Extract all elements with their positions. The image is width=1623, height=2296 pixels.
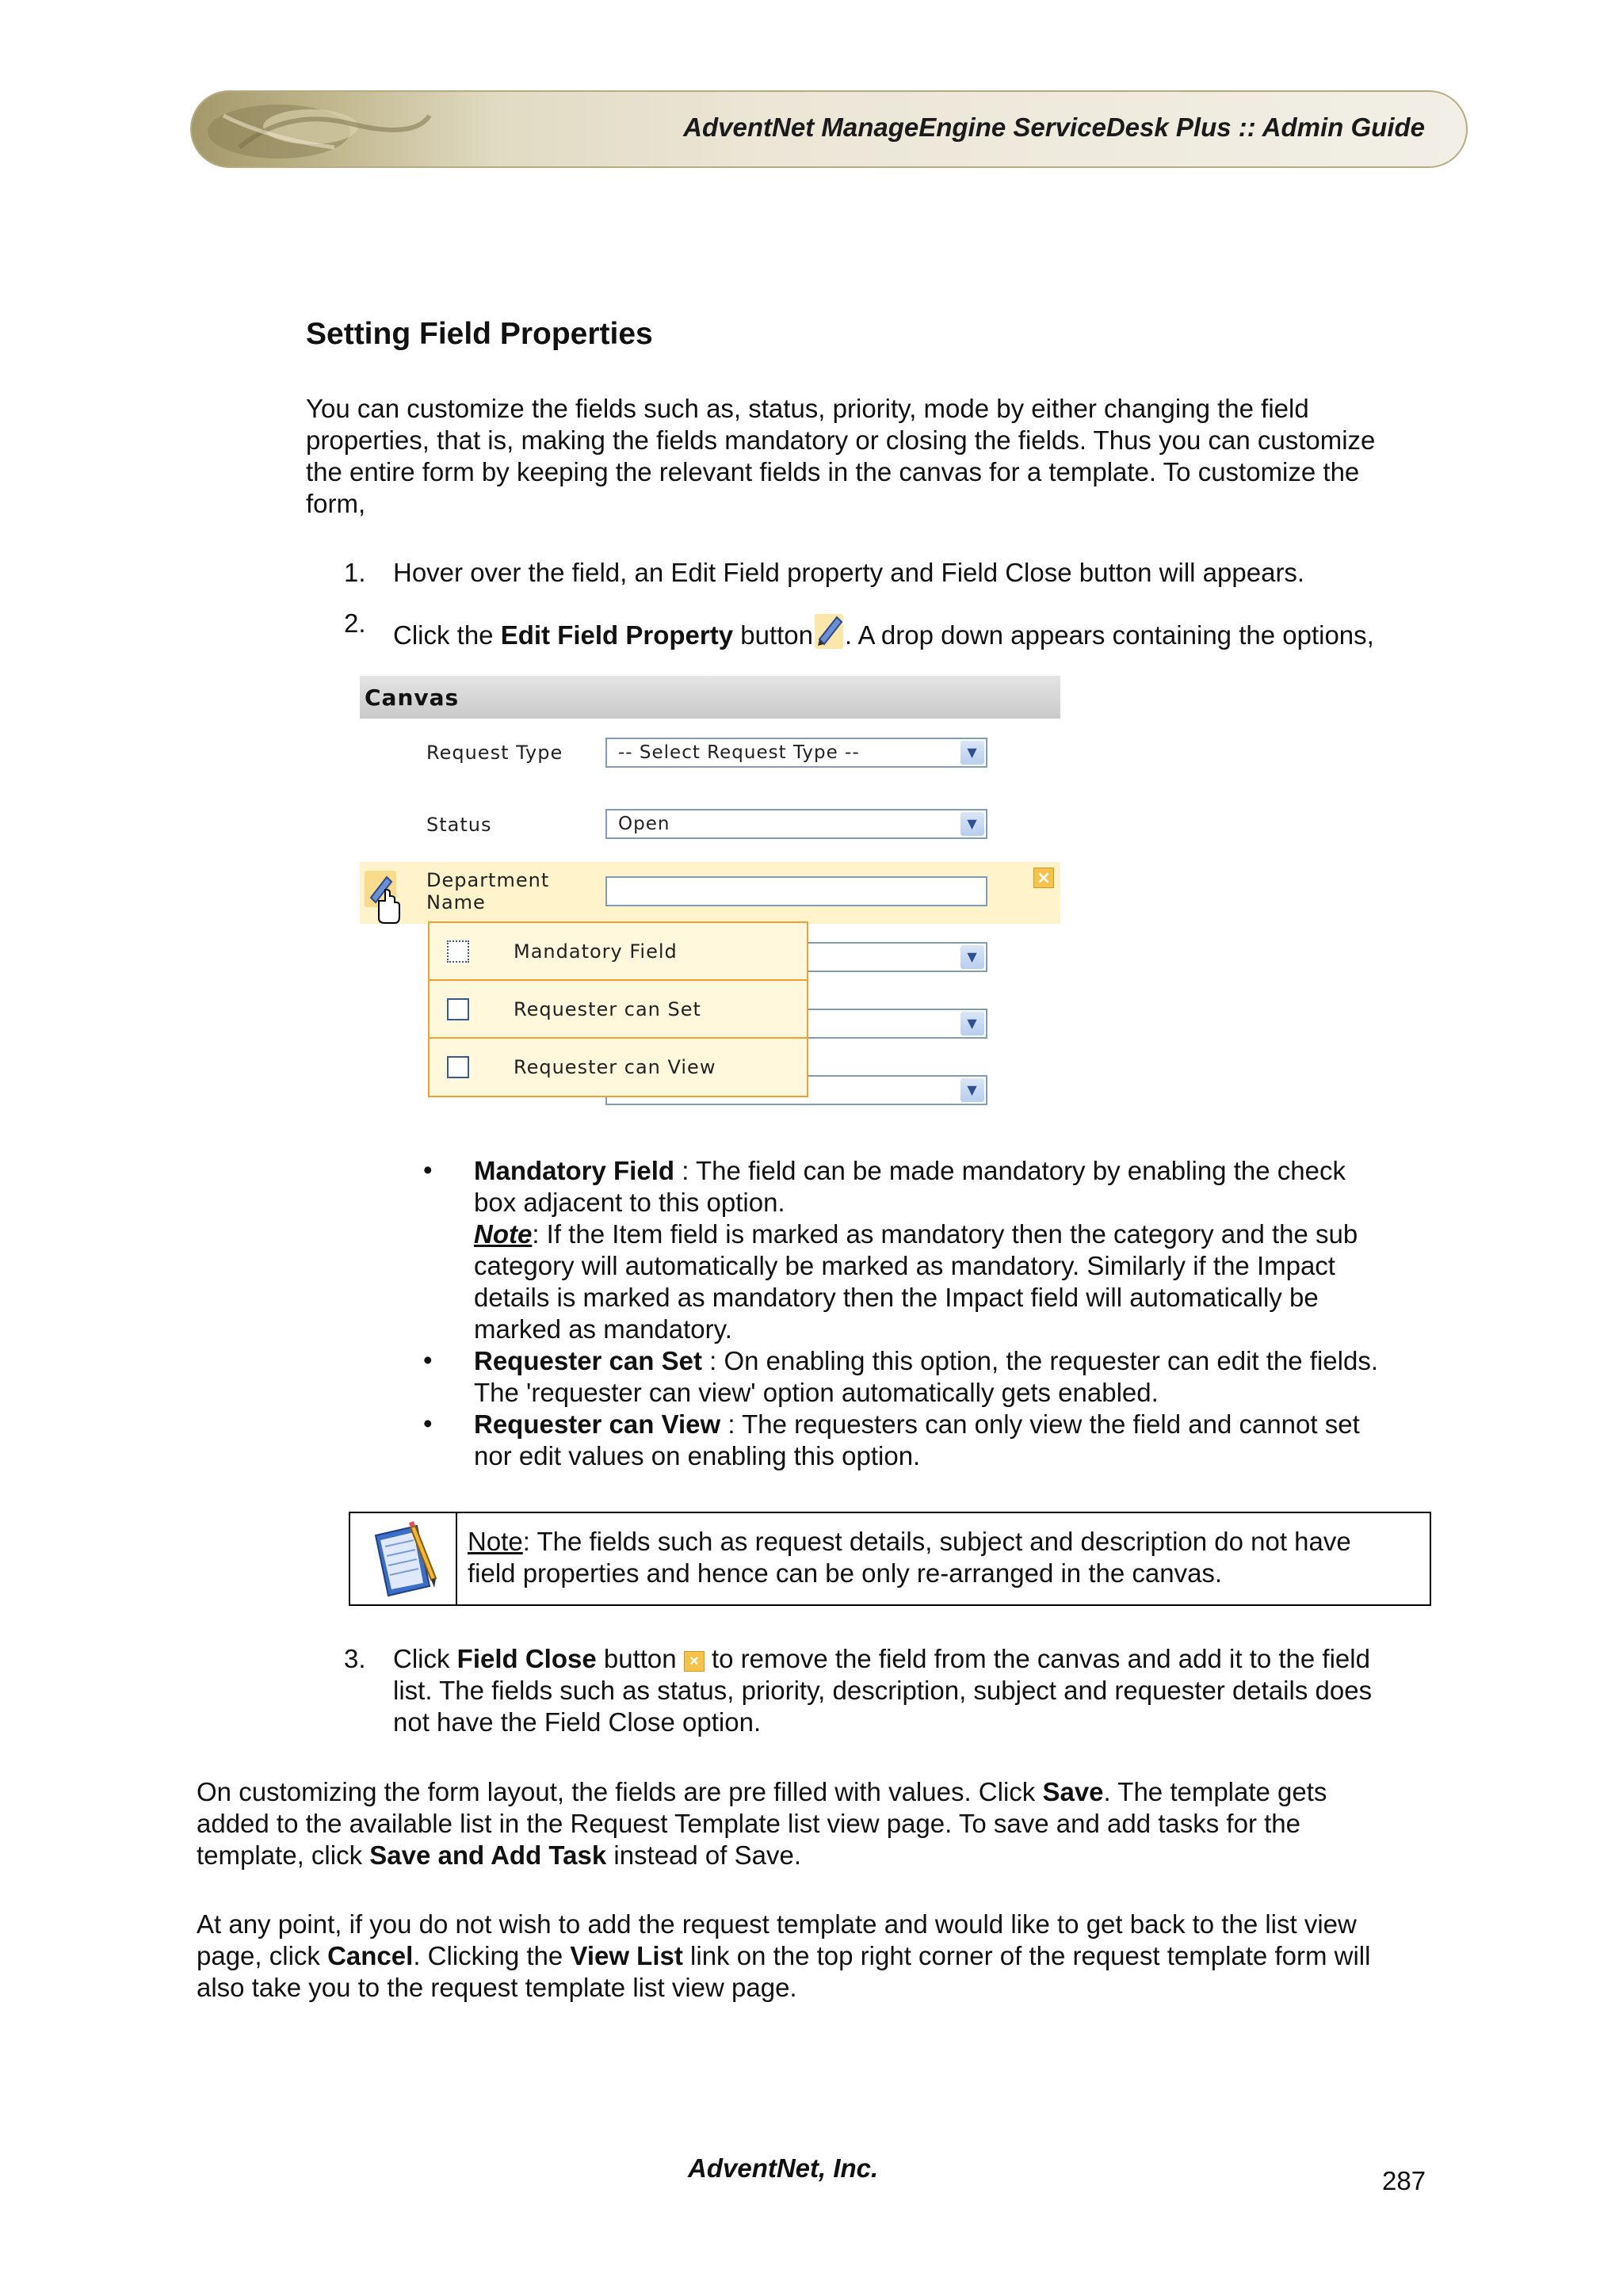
canvas-screenshot (360, 676, 1060, 1112)
document-title: AdventNet ManageEngine ServiceDesk Plus :: Admin Guide (683, 113, 1425, 142)
department-label: Department Name (426, 869, 550, 913)
banner-texture-art (192, 92, 461, 168)
note-text: Note: The fields such as request details, subject and description do not have field properties and hence can be only re-arranged in the canvas. (468, 1527, 1351, 1588)
step-text: Click Field Close button × to remove the field from the canvas and add it to the field list. The fields such as status, priority, description, subject and requester details does not have the Field Close option. (393, 1644, 1373, 1737)
step-number: 3. (344, 1644, 366, 1673)
intro-line: the entire form by keeping the relevant fields in the canvas for a template. To customize the (306, 457, 1360, 486)
dropdown-arrow-icon: ▼ (960, 812, 984, 836)
field-property-dropdown (428, 921, 808, 1097)
field-close-icon: × (684, 1651, 705, 1672)
header-banner (190, 90, 1468, 168)
status-label: Status (426, 814, 492, 836)
footer-company: AdventNet, Inc. (688, 2153, 879, 2183)
bullet-dot: • (423, 1155, 433, 1184)
requester-can-view-checkbox[interactable] (447, 1056, 469, 1078)
closing-paragraph-2: At any point, if you do not wish to add the request template and would like to get back to the list view page, click Cancel. Clicking the View List link on the top right corner of the request template form will also take you to the request template list view page. (197, 1909, 1371, 2002)
notepad-pencil-icon (368, 1520, 442, 1599)
closing-paragraph-1: On customizing the form layout, the fields are pre filled with values. Click Save. The template gets added to the available list in the Request Template list view page. To save and add tasks for the template, click Save and Add Task instead of Save. (197, 1777, 1327, 1870)
bullet-dot: • (423, 1345, 433, 1375)
note-icon-cell (350, 1513, 457, 1604)
status-select[interactable]: Open ▼ (605, 809, 987, 839)
page-number: 287 (1382, 2166, 1426, 2195)
canvas-header: Canvas (360, 676, 1060, 719)
field-close-icon[interactable]: × (1033, 868, 1054, 888)
bullet-mandatory-field: Mandatory Field : The field can be made mandatory by enabling the check box adjacent to this option. Note: If the Item field is marked as mandatory then the category and the sub category will automatically be marked as mandatory. Similarly if the Impact details is marked as mandatory then the Impact field will automatically be marked as mandatory. (474, 1156, 1358, 1344)
intro-line: You can customize the fields such as, status, priority, mode by either changing the field (306, 394, 1309, 423)
section-title: Setting Field Properties (306, 317, 653, 351)
intro-line: form, (306, 489, 366, 518)
step-text: Click the Edit Field Property button . A drop down appears containing the options, (393, 608, 1374, 651)
step-number: 1. (344, 558, 366, 587)
step-number: 2. (344, 608, 366, 638)
option-requester-can-set[interactable]: Requester can Set (430, 981, 807, 1039)
department-name-input[interactable] (605, 876, 987, 906)
bullet-requester-can-set: Requester can Set : On enabling this option, the requester can edit the fields. The 'requester can view' option automatically gets enabled. (474, 1346, 1378, 1407)
edit-field-property-icon[interactable] (363, 869, 404, 926)
request-type-label: Request Type (426, 742, 563, 764)
dropdown-arrow-icon: ▼ (960, 945, 984, 969)
bullet-dot: • (423, 1409, 433, 1438)
edit-pencil-icon (813, 608, 845, 650)
mandatory-field-checkbox[interactable] (447, 940, 469, 963)
intro-line: properties, that is, making the fields mandatory or closing the fields. Thus you can customize (306, 425, 1376, 455)
dropdown-arrow-icon: ▼ (960, 741, 984, 765)
step-text: Hover over the field, an Edit Field property and Field Close button will appears. (393, 558, 1305, 587)
intro-paragraph (306, 393, 1375, 520)
requester-can-set-checkbox[interactable] (447, 998, 469, 1020)
option-requester-can-view[interactable]: Requester can View (430, 1039, 807, 1097)
dropdown-arrow-icon: ▼ (960, 1012, 984, 1035)
request-type-select[interactable]: -- Select Request Type -- ▼ (605, 738, 987, 768)
dropdown-arrow-icon: ▼ (960, 1078, 984, 1102)
bullet-requester-can-view: Requester can View : The requesters can only view the field and cannot set nor edit values on enabling this option. (474, 1409, 1360, 1470)
note-box (349, 1512, 1431, 1606)
option-mandatory-field[interactable]: Mandatory Field (430, 923, 807, 981)
